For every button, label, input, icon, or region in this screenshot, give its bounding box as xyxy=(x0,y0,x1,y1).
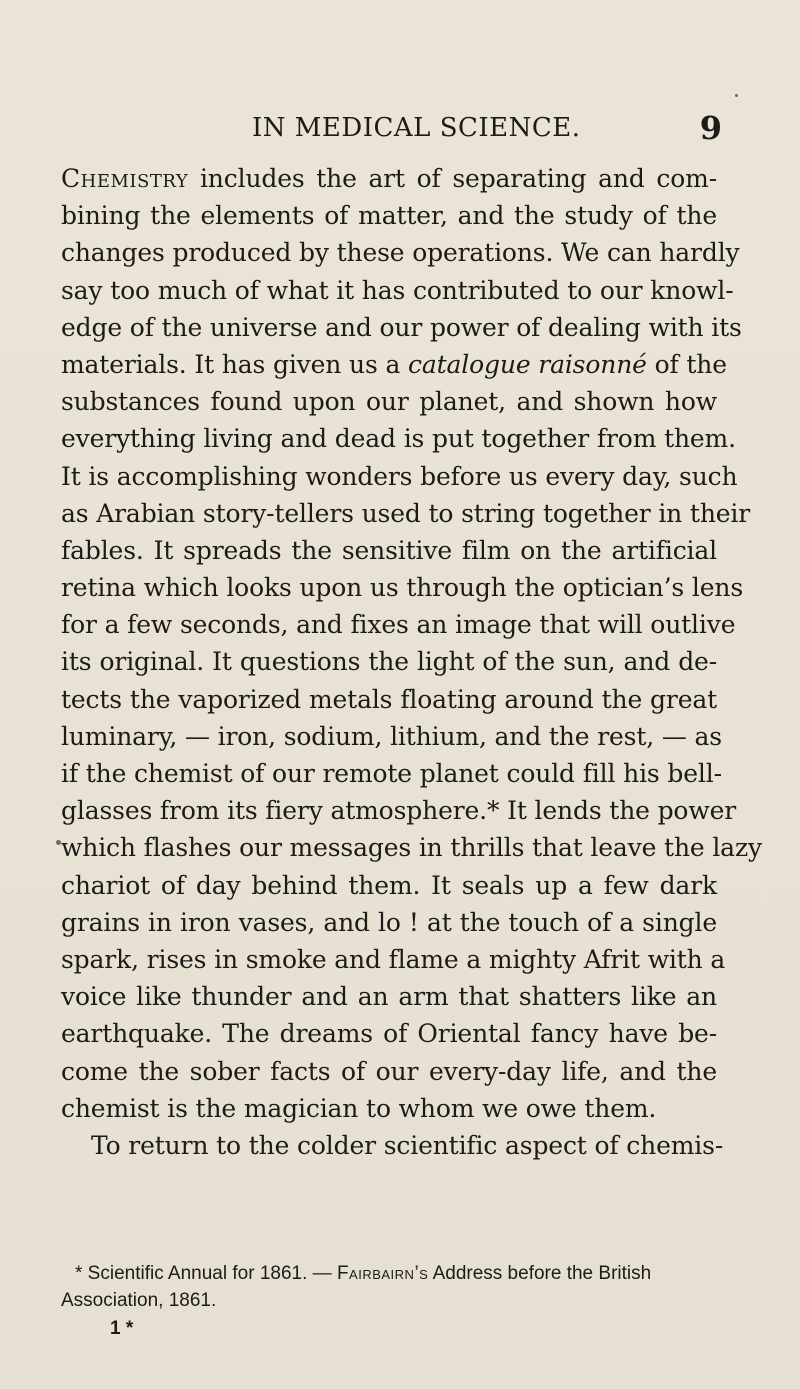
paper-speck xyxy=(56,840,61,845)
text-line: edge of the universe and our power of dealing with its xyxy=(61,312,742,342)
text-line: changes produced by these operations. We can hardly xyxy=(61,238,740,268)
text-line: glasses from its fiery atmosphere.* It lends the power xyxy=(61,796,737,826)
text-line: everything living and dead is put together from them. xyxy=(61,424,736,454)
text-line: It is accomplishing wonders before us every day, such xyxy=(61,461,738,491)
text-segment: of the xyxy=(646,349,727,379)
text-line: retina which looks upon us through the optician’s lens xyxy=(61,573,744,603)
signature-mark: 1 * xyxy=(110,1318,134,1339)
text-line: substances found upon our planet, and shown how xyxy=(61,387,717,417)
text-line xyxy=(61,346,727,383)
text-line: voice like thunder and an arm that shatters like an xyxy=(61,982,717,1012)
text-line: To return to the colder scientific aspect of chemis- xyxy=(91,1130,724,1160)
footnote-segment: * Scientific Annual for 1861. — xyxy=(75,1263,337,1284)
small-caps-lead-word: Chemistry xyxy=(61,164,189,193)
footnote-segment: Address before the British xyxy=(428,1263,652,1284)
paper-speck xyxy=(735,94,738,97)
text-line: its original. It questions the light of the sun, and de- xyxy=(61,647,717,677)
text-line: chariot of day behind them. It seals up a few dark xyxy=(61,870,717,900)
text-line: tects the vaporized metals floating around the great xyxy=(61,684,717,714)
running-head xyxy=(62,109,722,153)
text-line: if the chemist of our remote planet could fill his bell- xyxy=(61,759,722,788)
text-line: luminary, — iron, sodium, lithium, and the rest, — as xyxy=(61,721,722,751)
text-line: chemist is the magician to whom we owe them. xyxy=(61,1093,657,1123)
text-line-rest: includes the art of separating and com- xyxy=(188,164,717,193)
running-title: IN MEDICAL SCIENCE. xyxy=(252,113,581,143)
text-line: grains in iron vases, and lo ! at the touch of a single xyxy=(61,907,717,937)
text-line: earthquake. The dreams of Oriental fancy have be- xyxy=(61,1019,717,1049)
footnote-author: Fairbairn’s xyxy=(336,1263,429,1284)
footnote-line: Association, 1861. xyxy=(61,1290,217,1311)
text-line: for a few seconds, and fixes an image that will outlive xyxy=(61,610,736,640)
text-line: bining the elements of matter, and the study of the xyxy=(61,201,717,231)
italic-phrase: catalogue raisonné xyxy=(408,349,647,379)
text-line: spark, rises in smoke and flame a mighty Afrit with a xyxy=(61,944,726,974)
text-line: come the sober facts of our every-day life, and the xyxy=(61,1056,717,1086)
page-number: 9 xyxy=(699,109,722,147)
text-segment: materials. It has given us a xyxy=(61,349,409,379)
text-line: as Arabian story-tellers used to string together in their xyxy=(61,498,751,528)
text-line xyxy=(61,160,717,197)
footnote xyxy=(61,1260,717,1314)
text-line: say too much of what it has contributed to our knowl- xyxy=(61,275,734,305)
body-paragraph xyxy=(61,160,762,1164)
footnote-line xyxy=(61,1260,717,1287)
text-line: fables. It spreads the sensitive film on the artificial xyxy=(61,535,717,565)
text-line: which flashes our messages in thrills that leave the lazy xyxy=(61,833,762,863)
